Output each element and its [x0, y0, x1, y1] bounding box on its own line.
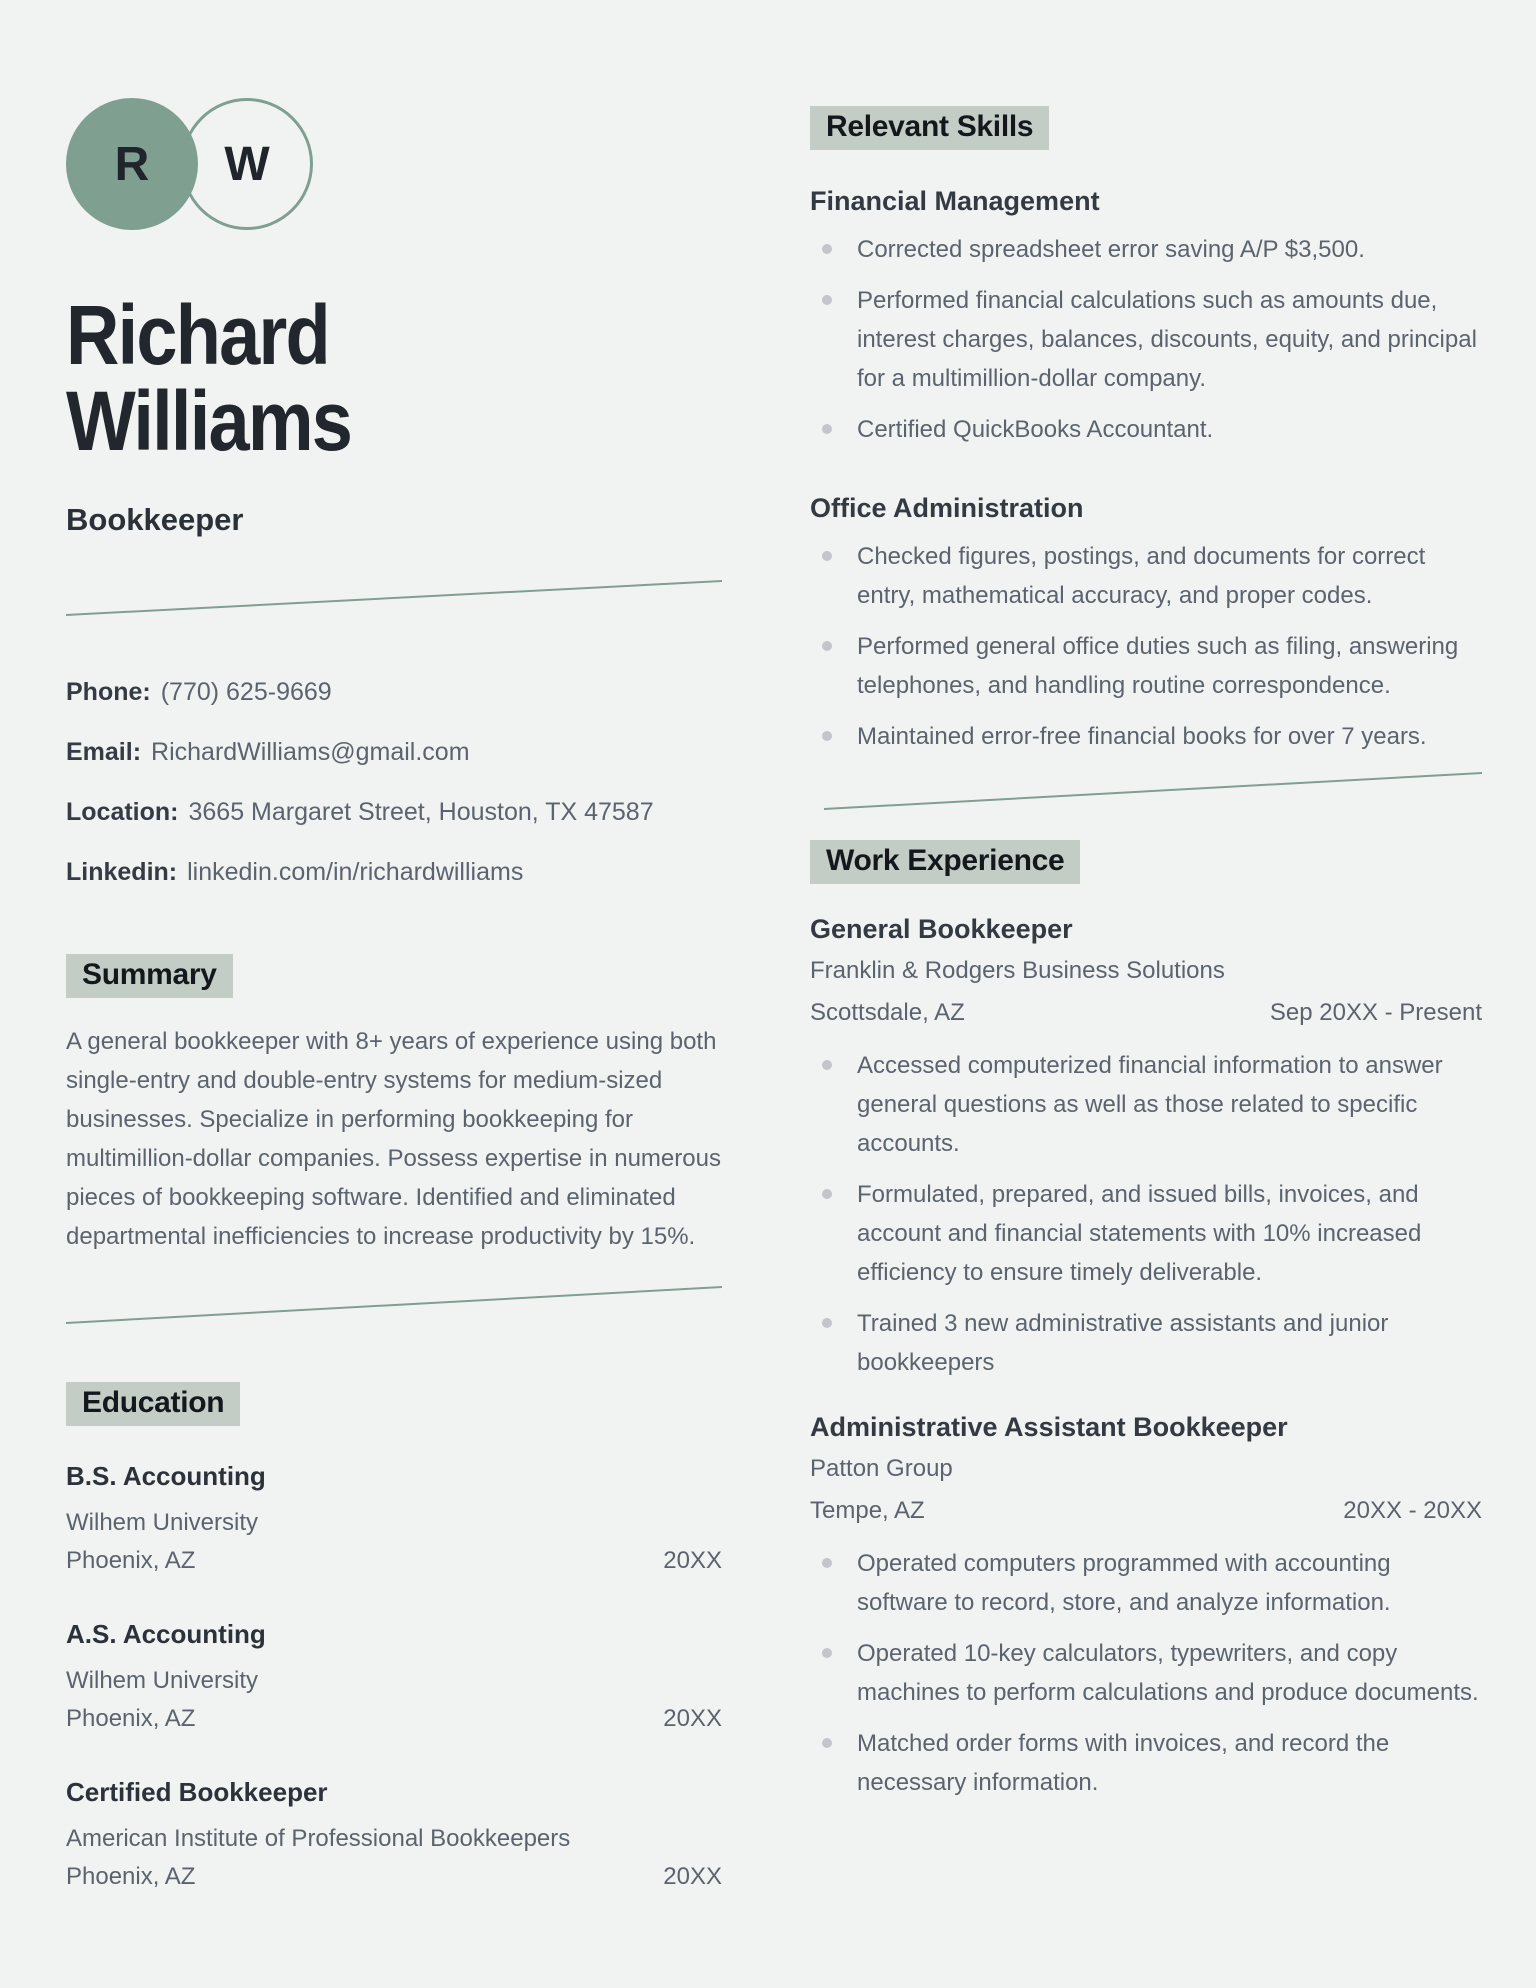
job-meta-row: [810, 1492, 1482, 1530]
graduation-year: 20XX: [663, 1547, 722, 1574]
school-name: Wilhem University: [66, 1509, 259, 1536]
contact-location-row: [66, 792, 722, 832]
linkedin-label: Linkedin:: [66, 858, 178, 886]
logo-initial-second: W: [224, 137, 270, 191]
contact-email-row: [66, 732, 722, 772]
job-bullet-list: [810, 1046, 1482, 1382]
job-entry: [810, 910, 1482, 1382]
job-dates: Sep 20XX - Present: [1269, 999, 1482, 1026]
left-column: [66, 0, 722, 1896]
right-column: [810, 0, 1482, 1802]
bullet-item: Certified QuickBooks Accountant.: [810, 410, 1482, 449]
degree-name: B.S. Accounting: [66, 1461, 266, 1491]
education-item: [66, 1456, 722, 1580]
bullet-item: Maintained error-free financial books for over 7 years.: [810, 717, 1482, 756]
skill-bullet-list: [810, 537, 1482, 756]
person-job-title: Bookkeeper: [66, 502, 244, 537]
monogram-logo: [66, 98, 722, 230]
school-location: Phoenix, AZ: [66, 1863, 196, 1890]
job-meta-row: [810, 994, 1482, 1032]
email-label: Email:: [66, 738, 142, 766]
school-name: Wilhem University: [66, 1667, 259, 1694]
divider-line: [66, 1282, 722, 1326]
linkedin-value: linkedin.com/in/richardwilliams: [187, 858, 524, 886]
job-location: Tempe, AZ: [810, 1497, 925, 1524]
skill-group-title: Financial Management: [810, 186, 1100, 216]
summary-heading: Summary: [66, 954, 233, 998]
logo-circle-outline: [181, 98, 313, 230]
person-name-line2: Williams: [66, 374, 352, 468]
contact-phone-row: [66, 672, 722, 712]
divider-line-svg: [810, 768, 1482, 812]
divider-line: [810, 768, 1482, 812]
phone-value: (770) 625-9669: [160, 678, 332, 706]
email-value: RichardWilliams@gmail.com: [151, 738, 470, 766]
person-name: [66, 288, 643, 468]
education-meta-row: [66, 1858, 722, 1896]
skill-bullet-list: [810, 230, 1482, 449]
divider-line-svg: [66, 1282, 722, 1326]
bullet-item: Matched order forms with invoices, and record the necessary information.: [810, 1724, 1482, 1802]
degree-name: Certified Bookkeeper: [66, 1777, 328, 1807]
graduation-year: 20XX: [663, 1705, 722, 1732]
school-name: American Institute of Professional Bookkeepers: [66, 1825, 571, 1852]
logo-circle-filled: [66, 98, 198, 230]
bullet-item: Accessed computerized financial information to answer general questions as well as those related to specific accounts.: [810, 1046, 1482, 1163]
education-meta-row: [66, 1700, 722, 1738]
bullet-item: Formulated, prepared, and issued bills, invoices, and account and financial statements with 10% increased efficiency to ensure timely deliverable.: [810, 1175, 1482, 1292]
job-company: Patton Group: [810, 1455, 953, 1482]
graduation-year: 20XX: [663, 1863, 722, 1890]
bullet-item: Performed general office duties such as filing, answering telephones, and handling routine correspondence.: [810, 627, 1482, 705]
job-title: Administrative Assistant Bookkeeper: [810, 1412, 1288, 1442]
education-item: [66, 1772, 722, 1896]
person-name-line1: Richard: [66, 288, 329, 382]
school-location: Phoenix, AZ: [66, 1547, 196, 1574]
education-item: [66, 1614, 722, 1738]
job-entry: [810, 1408, 1482, 1802]
phone-label: Phone:: [66, 678, 151, 706]
job-location: Scottsdale, AZ: [810, 999, 965, 1026]
bullet-item: Trained 3 new administrative assistants and junior bookkeepers: [810, 1304, 1482, 1382]
job-company: Franklin & Rodgers Business Solutions: [810, 957, 1225, 984]
bullet-item: Checked figures, postings, and documents for correct entry, mathematical accuracy, and proper codes.: [810, 537, 1482, 615]
school-location: Phoenix, AZ: [66, 1705, 196, 1732]
degree-name: A.S. Accounting: [66, 1619, 266, 1649]
contact-block: [66, 672, 722, 892]
contact-linkedin-row: [66, 852, 722, 892]
divider-line: [66, 578, 722, 618]
bullet-item: Performed financial calculations such as amounts due, interest charges, balances, discounts, equity, and principal for a multimillion-dollar company.: [810, 281, 1482, 398]
skills-heading: Relevant Skills: [810, 106, 1049, 150]
work-experience-heading: Work Experience: [810, 840, 1080, 884]
bullet-item: Corrected spreadsheet error saving A/P $3,500.: [810, 230, 1482, 269]
bullet-item: Operated computers programmed with accounting software to record, store, and analyze information.: [810, 1544, 1482, 1622]
location-value: 3665 Margaret Street, Houston, TX 47587: [188, 798, 654, 826]
logo-initial-first: R: [114, 137, 150, 191]
education-meta-row: [66, 1542, 722, 1580]
job-title: General Bookkeeper: [810, 914, 1073, 944]
job-dates: 20XX - 20XX: [1343, 1497, 1482, 1524]
location-label: Location:: [66, 798, 179, 826]
education-heading: Education: [66, 1382, 240, 1426]
bullet-item: Operated 10-key calculators, typewriters, and copy machines to perform calculations and produce documents.: [810, 1634, 1482, 1712]
summary-text: A general bookkeeper with 8+ years of experience using both single-entry and double-entry systems for medium-sized businesses. Specialize in performing bookkeeping for multimillion-dollar companies. Possess expertise in numerous pieces of bookkeeping software. Identified and eliminated departmental inefficiencies to increase productivity by 15%.: [66, 1028, 721, 1250]
skill-group-title: Office Administration: [810, 493, 1084, 523]
job-bullet-list: [810, 1544, 1482, 1802]
divider-line-svg: [66, 578, 722, 618]
education-list: [66, 1456, 722, 1896]
